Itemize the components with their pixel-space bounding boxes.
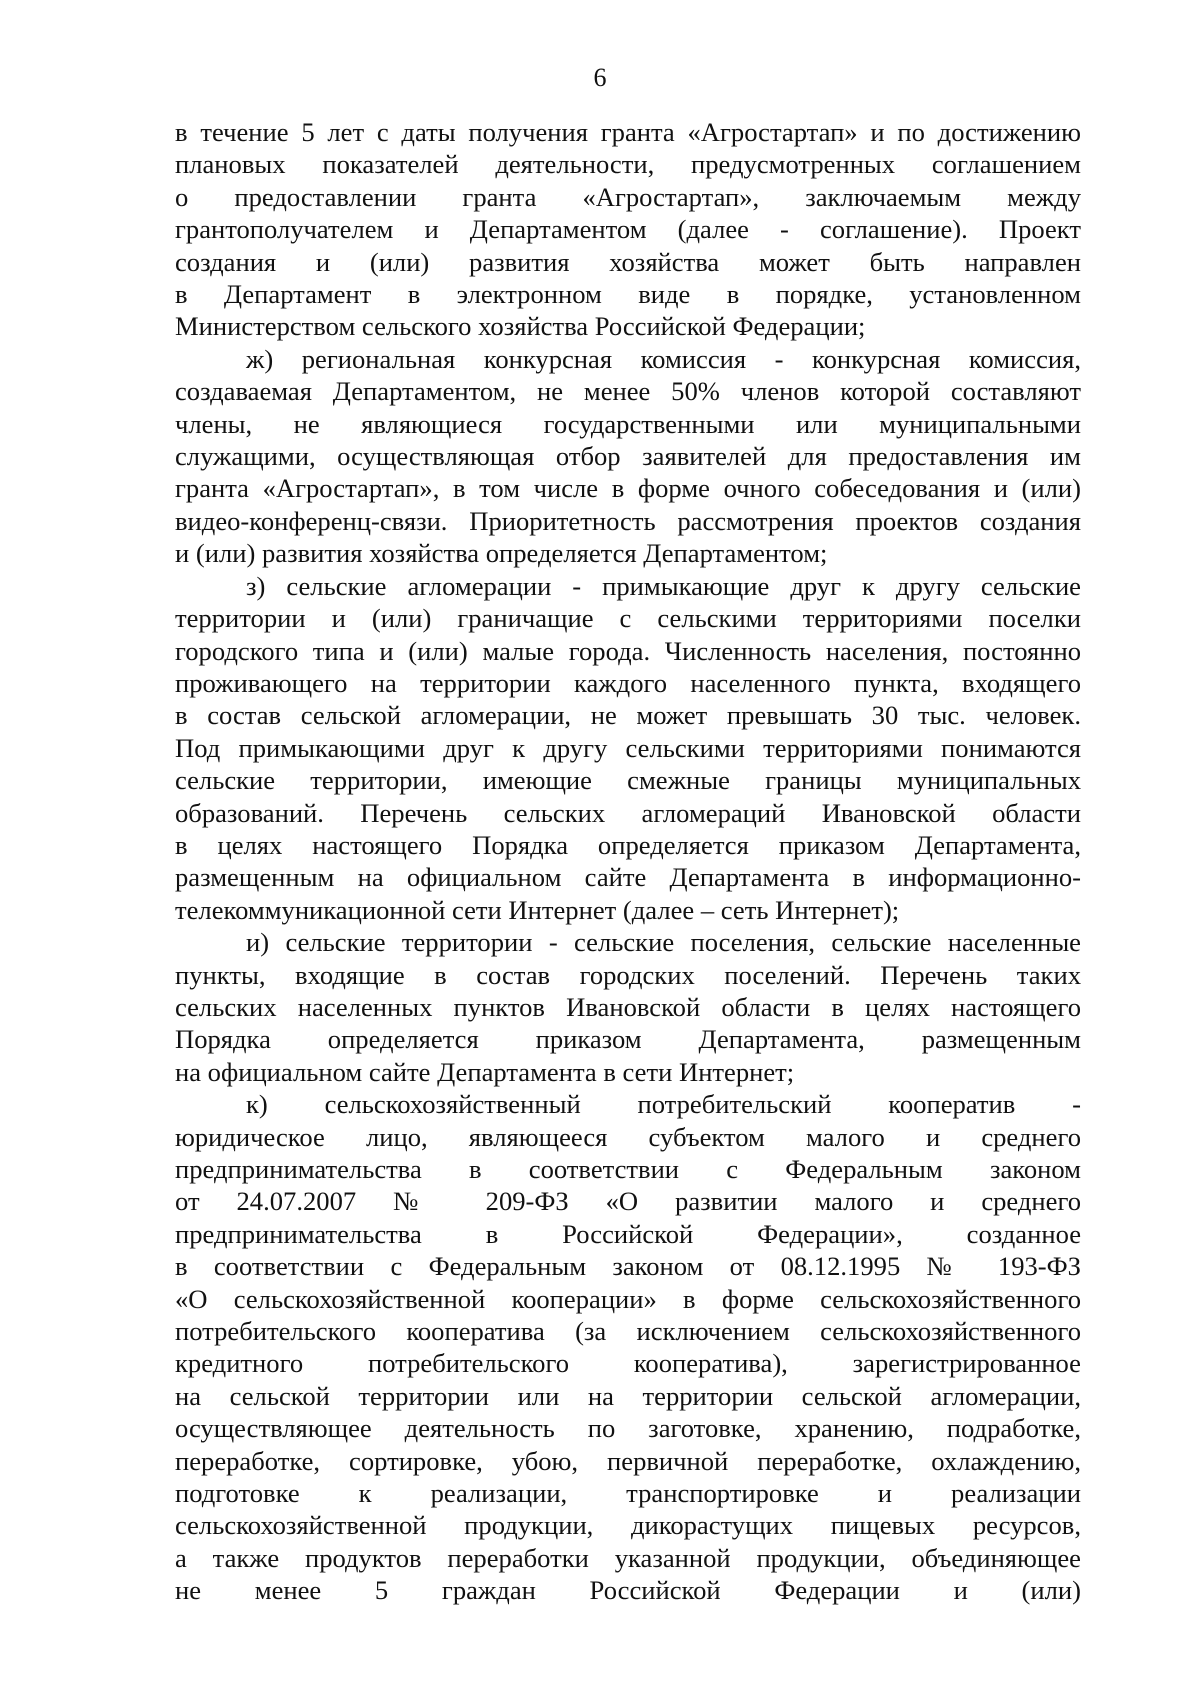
text-line: размещенным на официальном сайте Департамента в информационно- [175,862,1081,893]
text-line: а также продуктов переработки указанной продукции, объединяющее [175,1542,1081,1573]
text-line: Министерством сельского хозяйства Российской Федерации; [175,311,866,342]
text-line: городского типа и (или) малые города. Численность населения, постоянно [175,635,1081,666]
text-line: территории и (или) граничащие с сельскими территориями поселки [175,603,1081,634]
text-line: «О сельскохозяйственной кооперации» в форме сельскохозяйственного [175,1283,1081,1314]
text-line: от 24.07.2007 № 209-ФЗ «О развитии малого и среднего [175,1186,1081,1217]
text-line: переработке, сортировке, убою, первичной переработке, охлаждению, [175,1445,1081,1476]
text-line: о предоставлении гранта «Агростартап», заключаемым между [175,181,1081,212]
text-line: пункты, входящие в состав городских поселений. Перечень таких [175,959,1081,990]
text-line: ж) региональная конкурсная комиссия - конкурсная комиссия, [246,343,1081,374]
text-line: подготовке к реализации, транспортировке и реализации [175,1478,1081,1509]
text-line: на сельской территории или на территории сельской агломерации, [175,1380,1081,1411]
paragraph-item-zh [175,343,1081,570]
text-line: в целях настоящего Порядка определяется приказом Департамента, [175,829,1081,860]
text-line: в течение 5 лет с даты получения гранта «Агростартап» и по достижению [175,117,1081,147]
text-line: потребительского кооператива (за исключением сельскохозяйственного [175,1316,1081,1347]
text-line: не менее 5 граждан Российской Федерации и (или) [175,1575,1081,1606]
text-line: предпринимательства в соответствии с Федеральным законом [175,1154,1081,1184]
text-line: гранта «Агростартап», в том числе в форме очного собеседования и (или) [175,473,1081,504]
paragraph-item-i [175,926,1081,1088]
paragraph-continuation [175,116,1081,343]
text-line: плановых показателей деятельности, предусмотренных соглашением [175,149,1081,180]
text-line: Под примыкающими друг к другу сельскими территориями понимаются [175,732,1081,763]
text-line: в состав сельской агломерации, не может превышать 30 тыс. человек. [175,700,1081,731]
text-line: создаваемая Департаментом, не менее 50% членов которой составляют [175,376,1081,407]
document-body [175,116,1081,1607]
text-line: на официальном сайте Департамента в сети Интернет; [175,1056,795,1087]
paragraph-item-k [175,1088,1081,1607]
text-line: видео-конференц-связи. Приоритетность рассмотрения проектов создания [175,505,1081,536]
text-line: к) сельскохозяйственный потребительский кооператив - [246,1089,1081,1120]
paragraph-item-z [175,570,1081,926]
page-number: 6 [593,63,607,92]
text-line: образований. Перечень сельских агломераций Ивановской области [175,797,1081,828]
text-line: осуществляющее деятельность по заготовке, хранению, подработке, [175,1413,1081,1444]
text-line: и) сельские территории - сельские поселения, сельские населенные [246,927,1081,958]
text-line: члены, не являющиеся государственными или муниципальными [175,408,1081,439]
text-line: в Департамент в электронном виде в порядке, установленном [175,279,1081,310]
text-line: создания и (или) развития хозяйства может быть направлен [175,246,1081,277]
text-line: сельскохозяйственной продукции, дикорастущих пищевых ресурсов, [175,1510,1081,1541]
text-line: кредитного потребительского кооператива), зарегистрированное [175,1348,1081,1379]
text-line: з) сельские агломерации - примыкающие друг к другу сельские [246,570,1081,601]
text-line: сельские территории, имеющие смежные границы муниципальных [175,765,1081,796]
text-line: и (или) развития хозяйства определяется Департаментом; [175,538,828,569]
text-line: сельских населенных пунктов Ивановской области в целях настоящего [175,991,1081,1022]
text-line: Порядка определяется приказом Департамента, размещенным [175,1024,1081,1055]
text-line: проживающего на территории каждого населенного пункта, входящего [175,667,1081,698]
text-line: предпринимательства в Российской Федерации», созданное [175,1218,1081,1249]
text-line: телекоммуникационной сети Интернет (далее – сеть Интернет); [175,894,900,925]
text-line: юридическое лицо, являющееся субъектом малого и среднего [175,1121,1081,1152]
text-line: грантополучателем и Департаментом (далее - соглашение). Проект [175,214,1081,245]
text-line: в соответствии с Федеральным законом от 08.12.1995 № 193-ФЗ [175,1251,1081,1282]
text-line: служащими, осуществляющая отбор заявителей для предоставления им [175,441,1081,472]
